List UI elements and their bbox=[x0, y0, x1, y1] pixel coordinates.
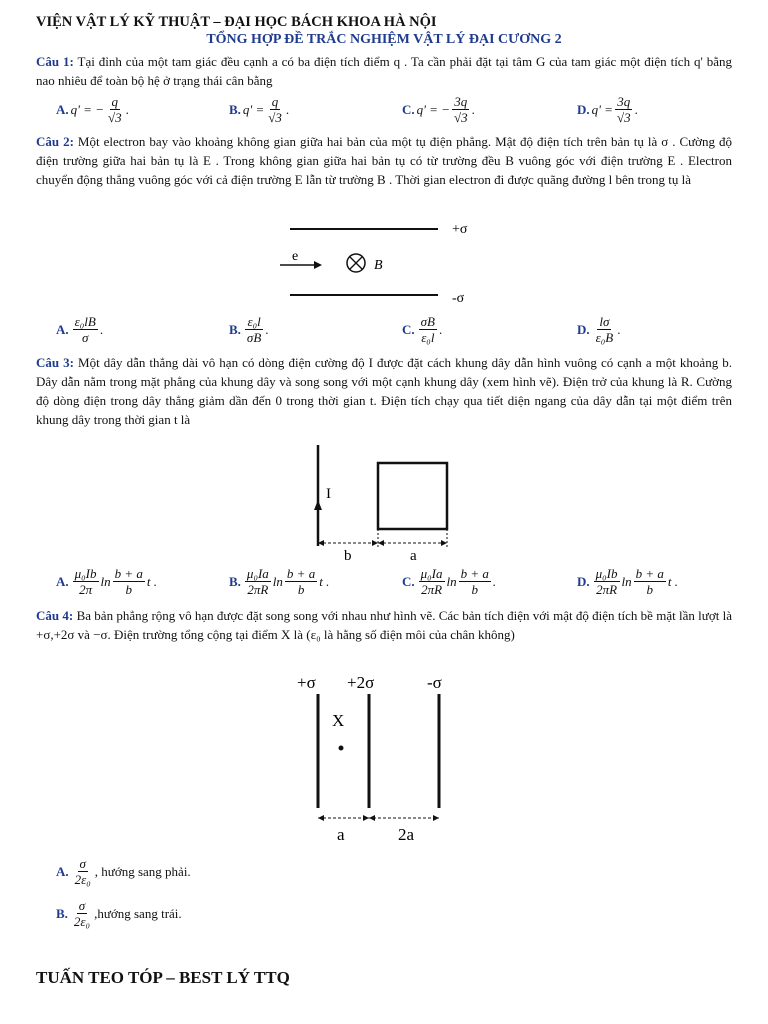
q2-option-c[interactable]: C. $\frac{\sigma B}{\text{ε₀l}}$ . bbox=[402, 314, 443, 345]
question-3-label: Câu 3: bbox=[36, 355, 74, 370]
q4-option-a[interactable]: A. $\frac{\sigma}{\text{2ε₀}}$ , hướng sang phải. bbox=[56, 856, 191, 887]
question-1-label: Câu 1: bbox=[36, 54, 74, 69]
current-label: I bbox=[326, 486, 331, 502]
question-4-text: Ba bản phẳng rộng vô hạn được đặt song song với nhau như hình vẽ. Các bản tích điện với mật độ điện tích bề mặt lần lượt là +σ,+2σ và −σ. Điện trường tổng cộng tại điểm X là (ε₀ là hằng số điện môi của chân không) bbox=[36, 608, 733, 642]
b-field-label: B bbox=[374, 258, 383, 273]
q1-option-a[interactable]: A. q' = − $\frac{q}{√3}$ . bbox=[56, 94, 129, 125]
institution-header: VIỆN VẬT LÝ KỸ THUẬT – ĐẠI HỌC BÁCH KHOA HÀ NỘI bbox=[36, 14, 437, 30]
side-a-label: a bbox=[410, 548, 417, 564]
three-plates-diagram bbox=[285, 668, 475, 848]
electron-label: e bbox=[292, 249, 299, 264]
dist-b-label: b bbox=[344, 548, 352, 564]
question-1-text: Tại đỉnh của một tam giác đều cạnh a có ba điện tích điểm q . Ta cần phải đặt tại tâm G của tam giác một điện tích q' bằng nao nhiêu để toàn bộ hệ ở trạng thái cân bằng bbox=[36, 54, 733, 88]
q3-option-b[interactable]: B. $\frac{\text{μ₀Ia}}{2\pi R}$ ln $\frac{b + a}{b}$ t . bbox=[229, 566, 330, 597]
point-x-label: X bbox=[332, 711, 345, 730]
q3-option-d[interactable]: D. $\frac{\text{μ₀Ib}}{2\pi R}$ ln $\frac{b + a}{b}$ t . bbox=[577, 566, 679, 597]
current-arrow bbox=[314, 500, 322, 510]
q2-option-a[interactable]: A. $\frac{\text{ε₀lB}}{\sigma}$ . bbox=[56, 314, 104, 345]
point-x bbox=[339, 746, 344, 751]
document-title: TỔNG HỢP ĐỀ TRẮC NGHIỆM VẬT LÝ ĐẠI CƯƠNG 2 bbox=[206, 32, 562, 47]
question-4-label: Câu 4: bbox=[36, 608, 74, 623]
question-2-text: Một electron bay vào khoảng không gian giữa hai bản của một tụ điện phẳng. Mật độ điện tích trên bản tụ là σ . Cường độ điện trường giữa hai bản tụ là E . Trong không gian giữa hai bản tụ có từ trường đều B vuông góc với điện trường E . Electron chuyển động thẳng vuông góc với cả điện trường E lẫn từ trường B . Thời gian electron đi được quãng đường l bên trong tụ là bbox=[36, 134, 733, 187]
gap2-label: 2a bbox=[398, 825, 415, 844]
bottom-plate-label: -σ bbox=[452, 291, 465, 306]
plate3-label: -σ bbox=[427, 673, 442, 692]
top-plate-label: +σ bbox=[452, 222, 468, 237]
question-3 bbox=[36, 353, 732, 429]
question-3-text: Một dây dẫn thẳng dài vô hạn có dòng điện cường độ I được đặt cách khung dây dẫn hình vuông có cạnh a một khoảng b. Dây dẫn nằm trong mặt phẳng của khung dây và song song với một cạnh khung dây (xem hình vẽ). Điện trở của khung là R. Cường độ dòng điện trong dây thẳng giảm dần đến 0 trong thời gian t. Điện tích chạy qua tiết diện ngang của dây dẫn tại một điểm trên khung dây trong thời gian t là bbox=[36, 355, 732, 427]
q2-option-b[interactable]: B. $\frac{\text{ε₀l}}{\sigma B}$ . bbox=[229, 314, 269, 345]
q1-option-d[interactable]: D. q' = $\frac{3q}{√3}$ . bbox=[577, 94, 638, 125]
question-4 bbox=[36, 606, 732, 644]
plate2-label: +2σ bbox=[347, 673, 375, 692]
question-2-label: Câu 2: bbox=[36, 134, 74, 149]
q3-option-c[interactable]: C. $\frac{\text{μ₀Ia}}{2\pi R}$ ln $\frac{b + a}{b}$ . bbox=[402, 566, 497, 597]
q3-option-a[interactable]: A. $\frac{\text{μ₀Ib}}{2\pi}$ ln $\frac{b + a}{b}$ t . bbox=[56, 566, 158, 597]
arrow-head bbox=[314, 261, 322, 269]
square-loop bbox=[378, 463, 447, 529]
q4-option-b[interactable]: B. $\frac{\sigma}{\text{2ε₀}}$ ,hướng sang trái. bbox=[56, 898, 182, 929]
question-1 bbox=[36, 52, 732, 90]
wire-loop-diagram bbox=[300, 440, 470, 565]
gap1-label: a bbox=[337, 825, 345, 844]
capacitor-diagram bbox=[270, 215, 490, 310]
question-2 bbox=[36, 132, 732, 189]
q1-option-b[interactable]: B. q' = $\frac{q}{√3}$ . bbox=[229, 94, 290, 125]
footer-brand: TUẤN TEO TÓP – BEST LÝ TTQ bbox=[36, 968, 290, 987]
q1-option-c[interactable]: C. q' = − $\frac{3q}{√3}$ . bbox=[402, 94, 475, 125]
plate1-label: +σ bbox=[297, 673, 316, 692]
q2-option-d[interactable]: D. $\frac{l\sigma}{\text{ε₀B}}$ . bbox=[577, 314, 621, 345]
